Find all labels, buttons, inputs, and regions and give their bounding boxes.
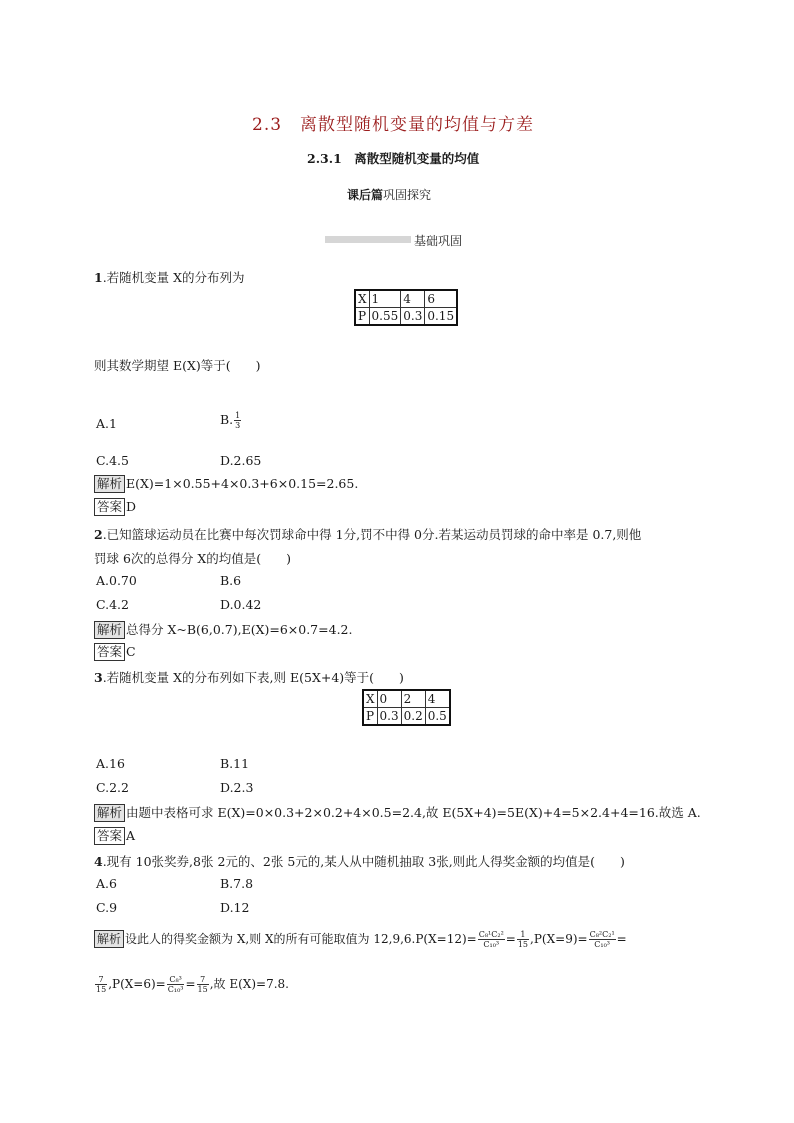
- section-heading: [347, 186, 431, 203]
- fraction-denominator: C₁₀³: [483, 940, 500, 949]
- fraction: [478, 930, 505, 949]
- table-cell: 0.5: [425, 708, 450, 726]
- q2-number: 2: [94, 527, 103, 542]
- table-cell: P: [363, 708, 377, 726]
- q2-analysis-text: 总得分 X~B(6,0.7),E(X)=6×0.7=4.2.: [126, 622, 353, 637]
- level-label: 基础巩固: [414, 234, 463, 248]
- q1-option-a: A.1: [96, 416, 117, 431]
- fraction-numerator: C₈¹C₂²: [478, 930, 504, 939]
- q3-option-a: A.16: [96, 756, 125, 771]
- table-cell: 2: [401, 690, 425, 708]
- q3-answer-text: A: [126, 828, 136, 843]
- q1-answer: [94, 498, 136, 516]
- q1-stem-text: .若随机变量 X的分布列为: [102, 270, 245, 285]
- q4-analysis-text-a: 设此人的得奖金额为 X,则 X的所有可能取值为 12,9,6.P(X=12)=: [125, 932, 477, 946]
- table-cell: X: [363, 690, 377, 708]
- fraction: [234, 411, 241, 430]
- analysis-tag: 解析: [94, 804, 125, 822]
- section-heading-bold: 课后篇: [347, 188, 384, 202]
- table-cell: 0.3: [377, 708, 401, 726]
- fraction-denominator: C₁₀³: [167, 985, 184, 994]
- answer-tag: 答案: [94, 827, 125, 845]
- q2-stem-text: .已知篮球运动员在比赛中每次罚球命中得 1分,罚不中得 0分.若某运动员罚球的命中率是 0.7,则他: [102, 527, 642, 542]
- level-bar: [325, 236, 411, 243]
- q1-option-c: C.4.5: [96, 453, 129, 468]
- q4-analysis-line2: [94, 975, 289, 994]
- q2-answer-text: C: [126, 644, 136, 659]
- table-cell: X: [355, 290, 369, 308]
- fraction-numerator: 1: [235, 411, 241, 420]
- q3-option-c: C.2.2: [96, 780, 129, 795]
- q4-number: 4: [94, 854, 103, 869]
- section-heading-rest: 巩固探究: [383, 188, 432, 202]
- fraction-numerator: C₈³: [167, 975, 185, 985]
- q4-analysis-line1: [94, 930, 627, 949]
- q4-option-d: D.12: [220, 900, 250, 915]
- table-cell: 4: [425, 690, 450, 708]
- q4-option-c: C.9: [96, 900, 118, 915]
- fraction: [95, 975, 107, 994]
- fraction: [167, 975, 185, 994]
- equals-sign: =: [505, 932, 516, 946]
- fraction-numerator: C₈²C₂¹: [589, 930, 615, 939]
- q3-answer: [94, 827, 135, 845]
- fraction-denominator: C₁₀³: [594, 940, 610, 949]
- fraction-numerator: 7: [95, 975, 107, 985]
- q2-option-c: C.4.2: [96, 597, 129, 612]
- q4-option-a: A.6: [96, 876, 117, 891]
- table-row: [355, 290, 457, 308]
- q3-distribution-table: [362, 689, 451, 726]
- q2-stem-line1: [94, 525, 641, 543]
- equals-sign: =: [185, 977, 196, 991]
- table-cell: 0.55: [369, 308, 401, 326]
- q4-analysis-text-c: ,P(X=6)=: [108, 977, 166, 991]
- table-cell: 0.15: [425, 308, 457, 326]
- table-cell: 4: [401, 290, 425, 308]
- table-row: [363, 690, 450, 708]
- fraction-numerator: 1: [517, 930, 529, 940]
- fraction-denominator: 15: [96, 985, 107, 994]
- q3-analysis: [94, 803, 701, 822]
- q1-analysis-text: E(X)=1×0.55+4×0.3+6×0.15=2.65.: [126, 476, 359, 491]
- q2-option-d: D.0.42: [220, 597, 262, 612]
- fraction: [197, 975, 209, 994]
- fraction-denominator: 15: [517, 940, 529, 949]
- q1-distribution-table: [354, 289, 458, 326]
- q1-number: 1: [94, 270, 103, 285]
- q4-analysis-text-d: ,故 E(X)=7.8.: [209, 977, 289, 991]
- q2-analysis: [94, 620, 352, 639]
- q3-option-d: D.2.3: [220, 780, 254, 795]
- q2-option-b: B.6: [220, 573, 242, 588]
- table-row: [355, 308, 457, 326]
- fraction-denominator: 3: [235, 421, 241, 430]
- table-cell: P: [355, 308, 369, 326]
- q2-answer: [94, 643, 136, 661]
- q4-option-b: B.7.8: [220, 876, 254, 891]
- q1-answer-text: D: [126, 499, 137, 514]
- table-row: [363, 708, 450, 726]
- fraction-denominator: 15: [197, 985, 208, 994]
- page-title: 2.3 离散型随机变量的均值与方差: [252, 115, 535, 135]
- q3-number: 3: [94, 670, 103, 685]
- q1-stem: [94, 268, 245, 286]
- q4-analysis-text-b: ,P(X=9)=: [530, 932, 588, 946]
- q1-option-b-prefix: B.: [220, 412, 234, 427]
- analysis-tag: 解析: [94, 475, 125, 493]
- q1-ask: 则其数学期望 E(X)等于( ): [94, 358, 261, 373]
- equals-sign: =: [616, 932, 627, 946]
- q4-stem: [94, 852, 625, 870]
- table-cell: 0: [377, 690, 401, 708]
- table-cell: 0.2: [401, 708, 425, 726]
- page-subtitle: 2.3.1 离散型随机变量的均值: [307, 151, 480, 166]
- table-cell: 6: [425, 290, 457, 308]
- q3-stem: [94, 668, 404, 686]
- table-cell: 0.3: [401, 308, 425, 326]
- q2-option-a: A.0.70: [96, 573, 137, 588]
- q3-analysis-text: 由题中表格可求 E(X)=0×0.3+2×0.2+4×0.5=2.4,故 E(5X+4)=5E(X)+4=5×2.4+4=16.故选 A.: [126, 805, 701, 820]
- q1-analysis: [94, 475, 358, 493]
- analysis-tag: 解析: [94, 930, 124, 948]
- fraction: [517, 930, 529, 949]
- fraction: [589, 930, 616, 949]
- answer-tag: 答案: [94, 498, 125, 516]
- q4-stem-text: .现有 10张奖券,8张 2元的、2张 5元的,某人从中随机抽取 3张,则此人得奖金额的均值是( ): [102, 854, 625, 869]
- answer-tag: 答案: [94, 643, 125, 661]
- analysis-tag: 解析: [94, 621, 125, 639]
- q3-option-b: B.11: [220, 756, 250, 771]
- q3-stem-text: .若随机变量 X的分布列如下表,则 E(5X+4)等于( ): [102, 670, 404, 685]
- q1-option-b: [220, 411, 242, 430]
- q2-stem-line2: 罚球 6次的总得分 X的均值是( ): [94, 551, 292, 566]
- table-cell: 1: [369, 290, 401, 308]
- q1-option-d: D.2.65: [220, 453, 262, 468]
- fraction-numerator: 7: [197, 975, 209, 985]
